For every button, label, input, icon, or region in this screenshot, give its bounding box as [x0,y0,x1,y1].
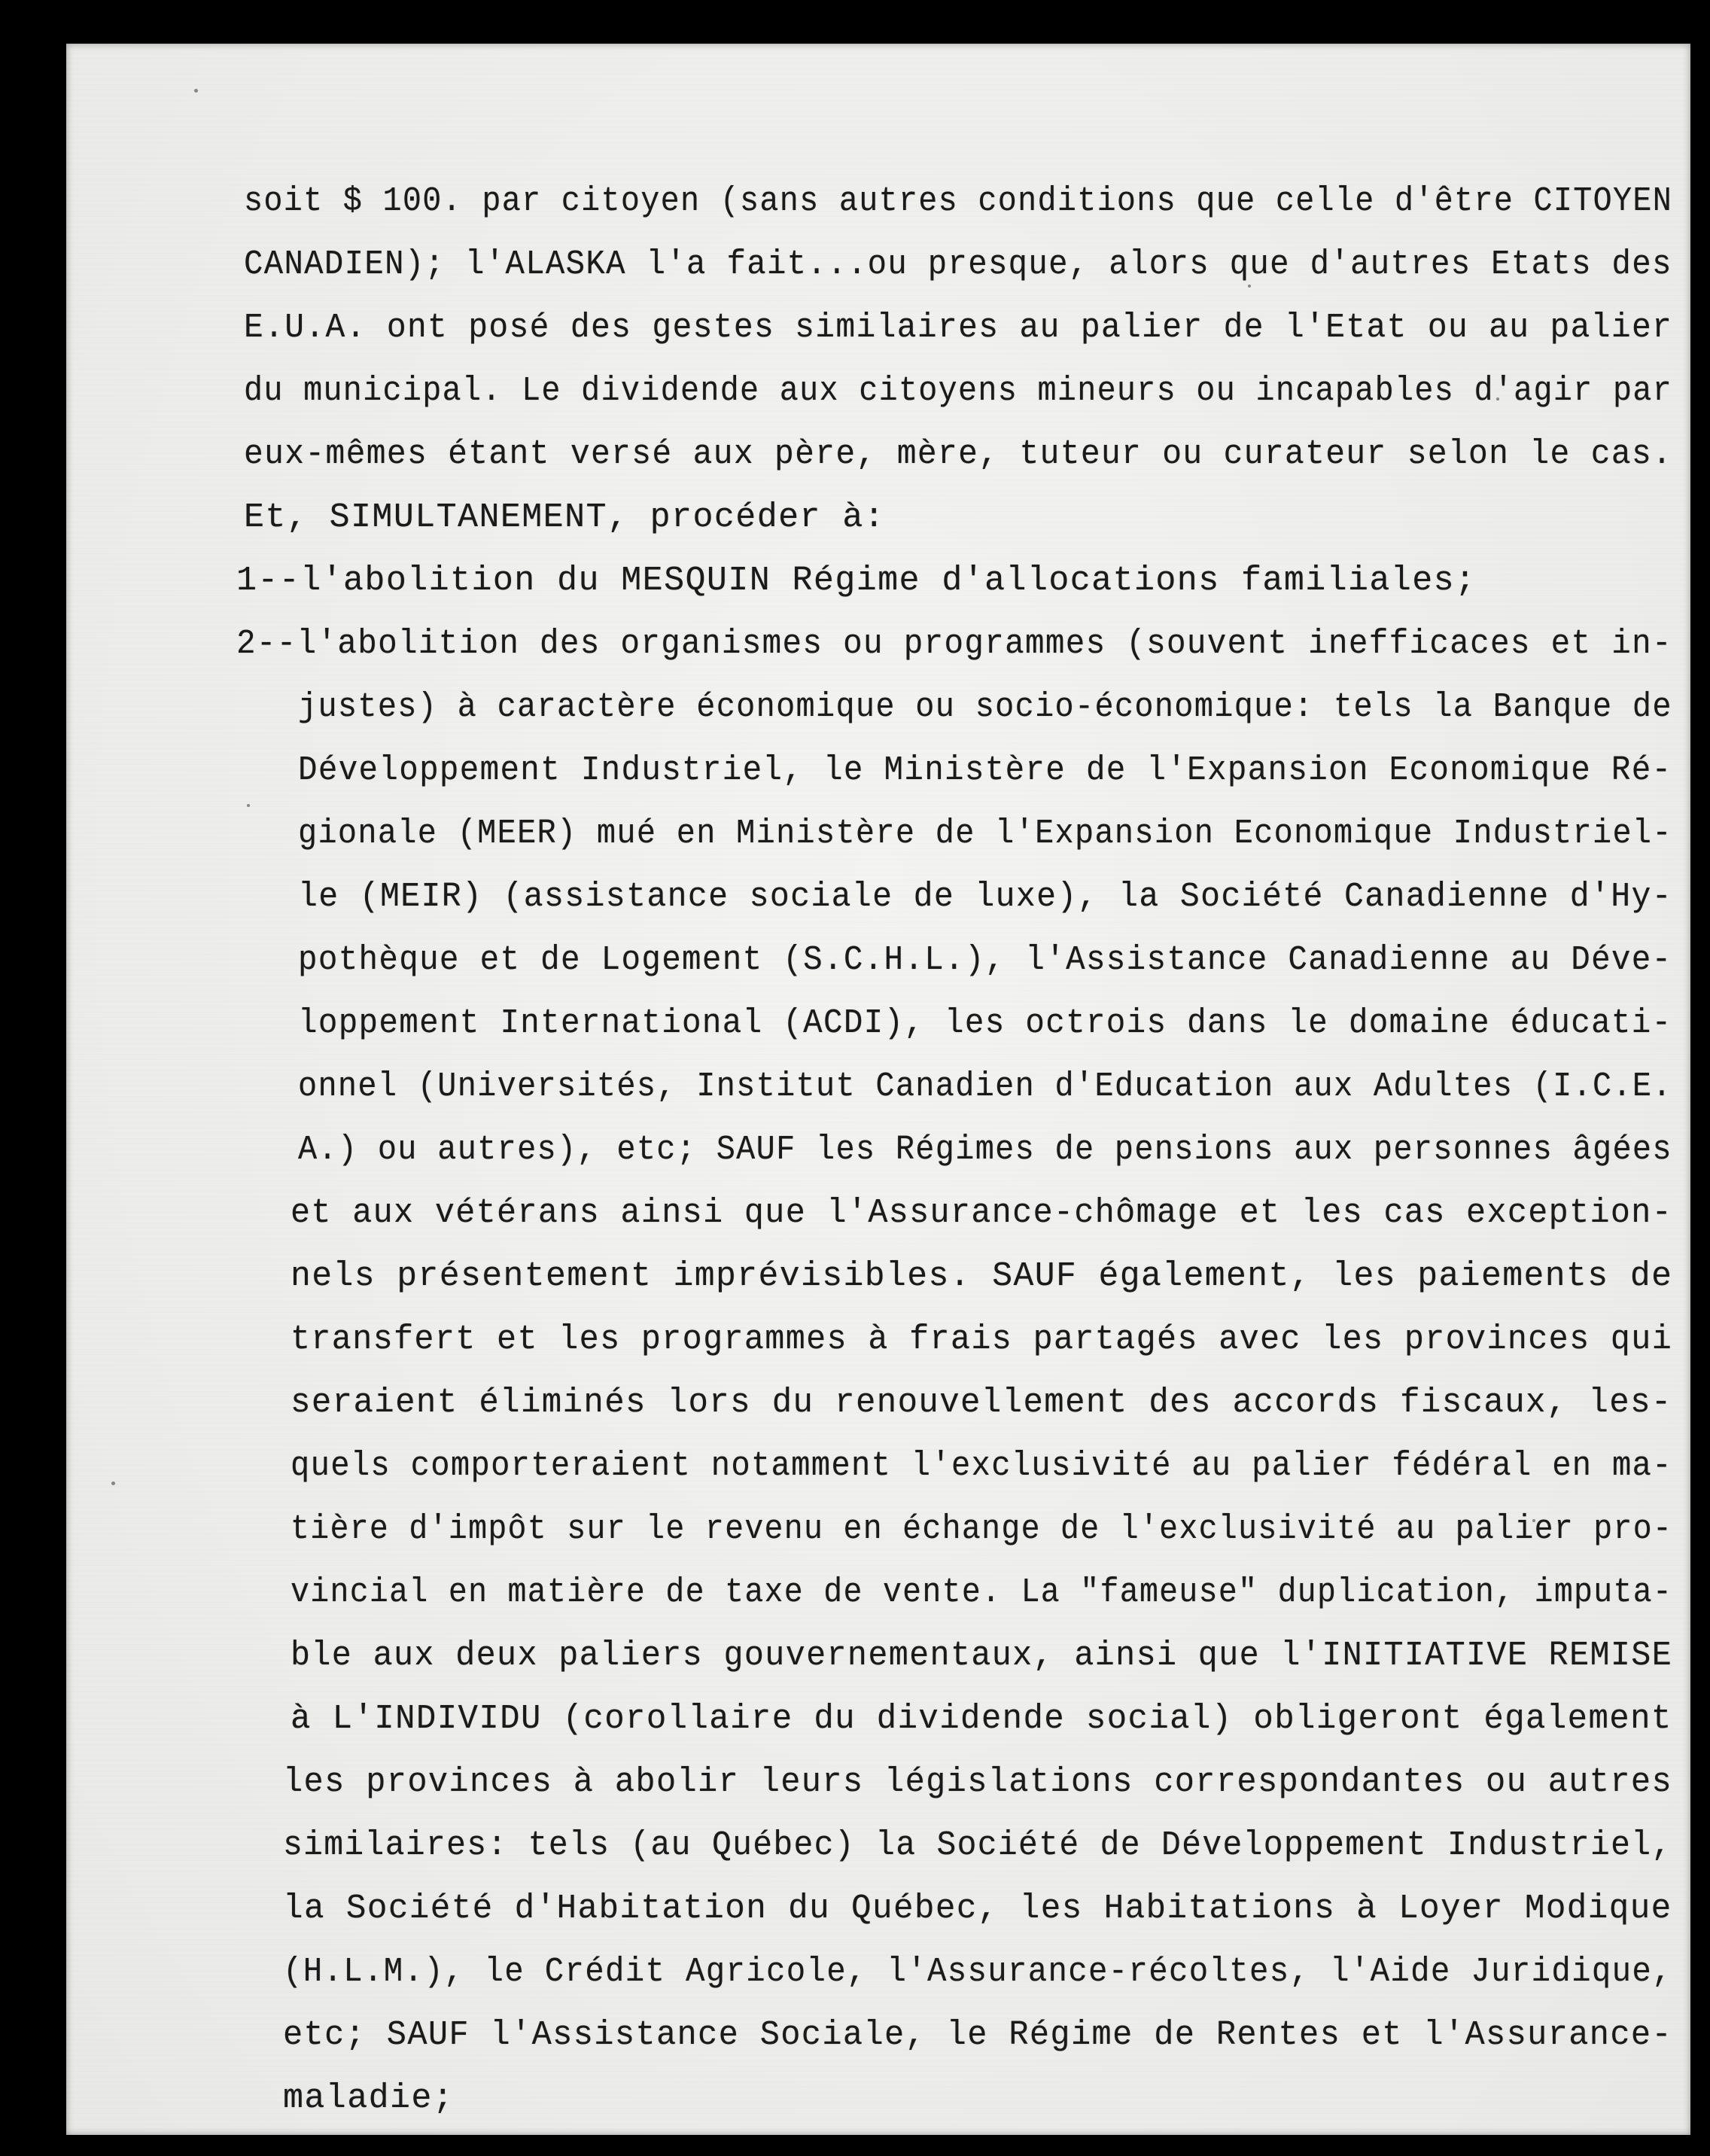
text-line-27: similaires: tels (au Québec) la Société de Développement Industriel, [283,1826,1672,1865]
text-line-31: maladie; [283,2079,455,2118]
paper-speck [194,89,198,93]
text-line-10: Développement Industriel, le Ministère de l'Expansion Economique Ré- [298,751,1672,790]
text-line-29: (H.L.M.), le Crédit Agricole, l'Assurance-récoltes, l'Aide Juridique, [283,1953,1672,1991]
list-item-2: 2--l'abolition des organismes ou programmes (souvent inefficaces et in- [236,625,1672,663]
text-line-4: du municipal. Le dividende aux citoyens mineurs ou incapables d'agir par [244,372,1673,410]
text-line-6: Et, SIMULTANEMENT, procéder à: [244,498,886,537]
document-page [66,44,1690,2135]
text-line-2: CANADIEN); l'ALASKA l'a fait...ou presque, alors que d'autres Etats des [244,245,1672,284]
text-line-20: seraient éliminés lors du renouvellement des accords fiscaux, les- [291,1384,1672,1422]
text-line-21: quels comporteraient notamment l'exclusivité au palier fédéral en ma- [291,1447,1672,1485]
text-line-22: tière d'impôt sur le revenu en échange de l'exclusivité au palier pro- [291,1510,1673,1548]
text-line-28: la Société d'Habitation du Québec, les Habitations à Loyer Modique [283,1890,1672,1928]
paper-speck [247,804,250,807]
text-line-9: justes) à caractère économique ou socio-économique: tels la Banque de [298,688,1672,726]
text-line-17: et aux vétérans ainsi que l'Assurance-chômage et les cas exception- [291,1194,1673,1232]
text-line-3: E.U.A. ont posé des gestes similaires au palier de l'Etat ou au palier [244,309,1673,347]
text-line-19: transfert et les programmes à frais partagés avec les provinces qui [291,1320,1673,1359]
text-line-24: ble aux deux paliers gouvernementaux, ainsi que l'INITIATIVE REMISE [291,1637,1673,1675]
text-line-13: pothèque et de Logement (S.C.H.L.), l'Assistance Canadienne au Déve- [298,941,1672,979]
list-item-1: 1--l'abolition du MESQUIN Régime d'allocations familiales; [236,562,1477,600]
paper-speck [111,1481,115,1485]
text-line-26: les provinces à abolir leurs législations correspondantes ou autres [283,1763,1673,1801]
text-line-16: A.) ou autres), etc; SAUF les Régimes de pensions aux personnes âgées [298,1131,1672,1169]
text-line-30: etc; SAUF l'Assistance Sociale, le Régime de Rentes et l'Assurance- [283,2016,1673,2054]
text-line-15: onnel (Universités, Institut Canadien d'Education aux Adultes (I.C.E. [298,1067,1672,1106]
text-line-23: vincial en matière de taxe de vente. La "fameuse" duplication, imputa- [291,1573,1673,1612]
text-line-5: eux-mêmes étant versé aux père, mère, tuteur ou curateur selon le cas. [244,435,1673,474]
text-line-1: soit $ 100. par citoyen (sans autres conditions que celle d'être CITOYEN [244,182,1673,221]
text-line-14: loppement International (ACDI), les octrois dans le domaine éducati- [298,1004,1672,1043]
text-line-12: le (MEIR) (assistance sociale de luxe), la Société Canadienne d'Hy- [298,878,1673,916]
text-line-25: à L'INDIVIDU (corollaire du dividende social) obligeront également [291,1700,1672,1738]
text-line-11: gionale (MEER) mué en Ministère de l'Expansion Economique Industriel- [298,815,1672,853]
text-line-18: nels présentement imprévisibles. SAUF également, les paiements de [291,1257,1673,1296]
